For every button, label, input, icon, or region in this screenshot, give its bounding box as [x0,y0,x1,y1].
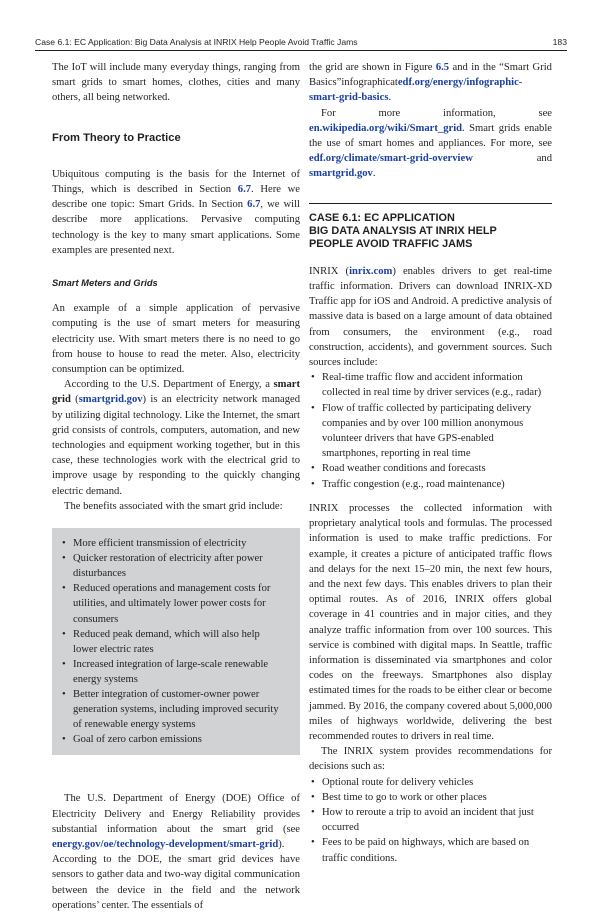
case-heading-line-2: BIG DATA ANALYSIS AT INRIX HELP [309,225,497,238]
page-number: 183 [552,37,567,47]
list-item: • How to reroute a trip to avoid an incident that just occurred [309,805,552,835]
benefits-lead-paragraph: The benefits associated with the smart grid include: [64,500,283,512]
list-item: • Optional route for delivery vehicles [309,775,552,790]
energy-gov-link[interactable]: energy.gov/oe/technology-development/smart-grid [52,839,279,850]
smartgrid-gov-link[interactable]: smartgrid.gov [78,394,143,406]
case-heading [309,203,552,252]
smartgrid-gov-link-2[interactable]: smartgrid.gov [309,168,373,180]
list-item: • Reduced peak demand, which will also help lower electric rates [60,627,286,657]
figure-6-5-link[interactable]: 6.5 [435,62,450,73]
list-item: • Traffic congestion (e.g., road maintenance) [309,477,552,492]
list-item: • Better integration of customer-owner power generation systems, including improved security of renewable energy systems [60,687,286,732]
right-column [309,60,552,866]
edf-infographic-link[interactable]: edf.org/energy/infographic-smart-grid-basics [309,77,523,104]
more-info-paragraph: For more information, see en.wikipedia.org/wiki/Smart_grid. Smart grids enable the use of smart homes and appliances. For more, see edf.org/climate/smart-grid-overview and smartgrid.gov. [309,107,552,180]
case-heading-line-3: PEOPLE AVOID TRAFFIC JAMS [309,238,473,251]
recommendations-lead-paragraph: The INRIX system provides recommendations for decisions such as: [309,746,552,773]
benefits-box [52,528,300,755]
list-item: • Real-time traffic flow and accident information collected in real time by driver services (e.g., radar) [309,370,552,400]
case-heading-line-1: CASE 6.1: EC APPLICATION [309,211,455,224]
subsection-heading: Smart Meters and Grids [52,277,158,289]
list-item: • Increased integration of large-scale renewable energy systems [60,657,286,687]
list-item: • Best time to go to work or other places [309,790,552,805]
continued-paragraph: the grid are shown in Figure 6.5 and in the “Smart Grid Basics”infographicatedf.org/energy/infographic-smart-grid-basics. [309,62,552,104]
inrix-intro-paragraph: INRIX (inrix.com) enables drivers to get real-time traffic information. Drivers can download INRIX-XD Traffic app for iOS and Android. A predictive analysis of massive data is based on a large amount of data obtained from consumers, the environment (e.g., road construction, accidents), and government sources. Such sources include: [309,265,552,369]
list-item: • More efficient transmission of electricity [60,536,286,551]
smart-grid-definition-paragraph: According to the U.S. Department of Energy, a smart grid (smartgrid.gov) is an electricity network managed by utilizing digital technology. Like the Internet, the smart grid consists of controls, computers, automation, and new technologies and equipment working together, but in this case, these technologies work with the electrical grid to improve usage by responding to the quickly changing electric demand. [52,379,300,497]
inrix-link[interactable]: inrix.com [349,265,393,277]
section-heading: From Theory to Practice [52,131,181,144]
sources-list [309,370,552,492]
list-item: • Quicker restoration of electricity after power disturbances [60,551,286,581]
intro-paragraph: The IoT will include many everyday things, ranging from smart grids to smart homes, clothes, cities and many others, all being networked. [52,62,300,104]
list-item: • Goal of zero carbon emissions [60,732,286,747]
list-item: • Flow of traffic collected by participating delivery companies and by over 100 million anonymous volunteer drivers that have GPS-enabled smartphones, reporting in real time [309,401,552,462]
list-item: • Fees to be paid on highways, which are based on traffic conditions. [309,835,552,865]
smart-grids-intro-paragraph: Ubiquitous computing is the basis for the Internet of Things, which is described in Section 6.7. Here we describe one topic: Smart Grids. In Section 6.7, we will describe more applications. Pervasive computing technology is the key to many smart applications. Some examples are presented next. [52,168,301,256]
left-column [52,60,300,913]
list-item: • Road weather conditions and forecasts [309,461,552,476]
section-6-7-link[interactable]: 6.7 [237,184,252,196]
smart-meter-paragraph: An example of a simple application of pervasive computing is the use of smart meters for measuring electricity use. With smart meters there is no need to go from house to house to read the meter. Also, electricity consumption can be optimized. [52,303,300,376]
smart-grid-term: smart grid [52,379,300,406]
doe-paragraph: The U.S. Department of Energy (DOE) Office of Electricity Delivery and Energy Reliability provides substantial information about the smart grid (see energy.gov/oe/technology-development/smart-grid). According to the DOE, the smart grid devices have sensors to gather data and two-way digital communication between the device in the field and the network operations’ center. The essentials of [52,793,300,911]
section-6-7-link-2[interactable]: 6.7 [247,199,261,211]
wikipedia-smart-grid-link[interactable]: en.wikipedia.org/wiki/Smart_grid [309,122,463,134]
benefits-list [60,536,286,747]
recommendations-list [309,775,552,866]
running-title: Case 6.1: EC Application: Big Data Analysis at INRIX Help People Avoid Traffic Jams [35,37,358,47]
running-header [35,37,567,51]
inrix-process-paragraph: INRIX processes the collected information with proprietary analytical tools and formulas. The processed information is used to make traffic predictions. For example, it creates a picture of anticipated traffic flows and delays for the next 15–20 min, the next few hours, and the next few days. This enables drivers to plan their optimal routes. As of 2016, INRIX offers global coverage in 41 countries and in major cities, and they analyze traffic information from over 100 sources. This service is combined with digital maps. In Seattle, traffic information is disseminated via smartphones and color codes on the freeways. Smartphones also display estimated times for the roads to be either clear or become jammed. By 2016, the company covered about 5,000,000 miles of highways worldwide, delivering the best recommended routes to drivers in real time. [309,502,552,742]
edf-smart-grid-overview-link[interactable]: edf.org/climate/smart-grid-overview [309,153,473,165]
list-item: • Reduced operations and management costs for utilities, and ultimately lower power costs for consumers [60,581,286,626]
